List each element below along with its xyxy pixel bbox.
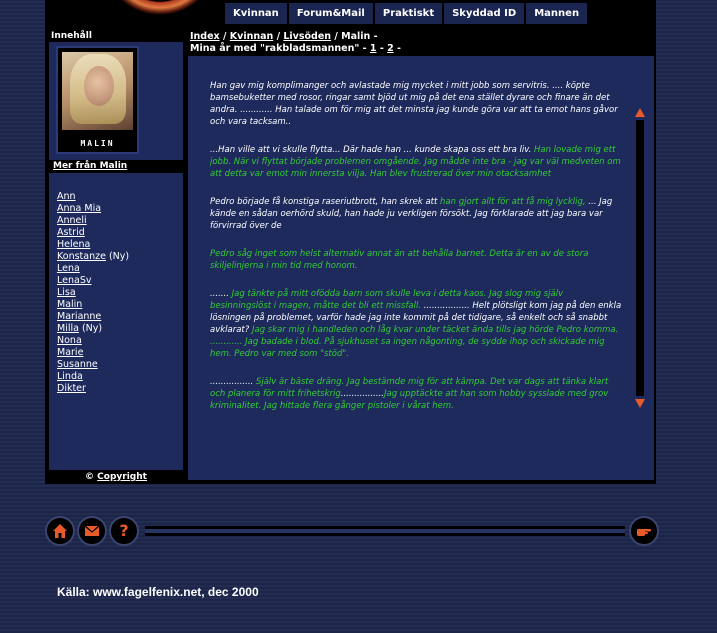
paragraph <box>210 248 622 272</box>
story-link[interactable]: Lena <box>57 263 80 274</box>
text-white: ....... <box>210 289 232 299</box>
story-link[interactable]: Helena <box>57 239 91 250</box>
paragraph <box>210 288 622 360</box>
text-green: han gjort allt för att få mig lycklig, <box>440 197 586 207</box>
list-item <box>57 311 129 323</box>
paragraph <box>210 196 622 232</box>
paragraph <box>210 376 622 412</box>
breadcrumb-path <box>190 31 652 43</box>
story-link[interactable]: Marianne <box>57 311 102 322</box>
text-white: ................. Helt plötsligt kom jag på den enkla lösningen på problemet, varför hade jag inte kommit på det tidigare, så enkelt och så snabbt avklarat? <box>210 301 622 335</box>
story-link[interactable]: Milla <box>57 323 79 334</box>
story-link[interactable]: Astrid <box>57 227 85 238</box>
list-item <box>57 227 129 239</box>
text-white: ................ <box>210 377 256 387</box>
nav-item-praktiskt[interactable]: Praktiskt <box>375 3 442 24</box>
sidebar <box>49 30 183 480</box>
new-badge: (Ny) <box>78 323 103 334</box>
breadcrumb <box>188 30 654 56</box>
list-item <box>57 239 129 251</box>
avatar <box>56 46 139 154</box>
story-link[interactable]: Malin <box>57 299 83 310</box>
nav-item-kvinnan[interactable]: Kvinnan <box>225 3 287 24</box>
nav-item-forum-mail[interactable]: Forum&Mail <box>289 3 373 24</box>
source-caption: Källa: www.fagelfenix.net, dec 2000 <box>57 585 259 599</box>
breadcrumb-livsoden-link[interactable]: Livsöden <box>283 31 332 42</box>
story-link[interactable]: Anna Mia <box>57 203 102 214</box>
breadcrumb-kvinnan-link[interactable]: Kvinnan <box>229 31 274 42</box>
scroll-track[interactable] <box>636 120 644 396</box>
text-white: Han gav mig komplimanger och avlastade mig mycket i mitt jobb som servitris. .... köpte bamsebuketter med rosor, ringar samt bjöd ut mig på det ena stället dyrare och finare än det andra. ............ Han talade om för mig att det minsta jag kunde göra var att ta emot hans gåvor och vara tacksam.. <box>210 81 618 127</box>
next-button[interactable] <box>629 516 659 546</box>
text-white: Pedro började få konstiga raseriutbrott, han skrek att <box>210 197 441 207</box>
article-text <box>210 80 622 476</box>
mail-icon <box>83 522 101 540</box>
story-link[interactable]: Marie <box>57 347 84 358</box>
story-link[interactable]: Dikter <box>57 383 86 394</box>
list-item <box>57 275 129 287</box>
scroll-up-arrow-icon[interactable] <box>635 108 645 117</box>
page-tail: - <box>393 43 401 54</box>
scrollbar[interactable] <box>635 108 645 408</box>
story-link[interactable]: Linda <box>57 371 83 382</box>
page-separator: - <box>376 43 388 54</box>
breadcrumb-current: / Malin - <box>331 31 378 42</box>
paragraph <box>210 80 622 128</box>
breadcrumb-index-link[interactable]: Index <box>190 31 220 42</box>
toolbar-rail <box>145 526 625 536</box>
nav-item-skyddad-id[interactable]: Skyddad ID <box>444 3 524 24</box>
avatar-name: MALIN <box>80 139 115 148</box>
avatar-face <box>84 66 114 106</box>
breadcrumb-separator: / <box>273 31 284 42</box>
nav-menu <box>225 3 587 24</box>
text-white: ................ <box>340 389 384 399</box>
content-panel <box>188 56 654 480</box>
list-item <box>57 215 129 227</box>
list-item <box>57 359 129 371</box>
help-icon: ? <box>119 521 129 540</box>
copyright-symbol: © <box>85 472 95 482</box>
story-link[interactable]: Ann <box>57 191 76 202</box>
list-item <box>57 335 129 347</box>
list-item <box>57 191 129 203</box>
story-list <box>57 191 129 395</box>
page-2-link[interactable]: 2 <box>387 43 394 54</box>
list-item <box>57 263 129 275</box>
page-title-text: Mina år med "rakbladsmannen" - <box>190 43 370 54</box>
list-item <box>57 347 129 359</box>
breadcrumb-separator: / <box>219 31 230 42</box>
list-item <box>57 251 129 263</box>
help-button[interactable] <box>109 516 139 546</box>
list-item <box>57 371 129 383</box>
list-item <box>57 203 129 215</box>
new-badge: (Ny) <box>105 251 130 262</box>
copyright-link[interactable]: Copyright <box>97 472 147 482</box>
paragraph <box>210 144 622 180</box>
logo-icon <box>105 0 215 18</box>
list-item <box>57 287 129 299</box>
scroll-down-arrow-icon[interactable] <box>635 399 645 408</box>
story-link[interactable]: Lisa <box>57 287 76 298</box>
home-button[interactable] <box>45 516 75 546</box>
text-white: ...Han ville att vi skulle flytta... Där hade han ... kunde skapa oss ett bra liv. <box>210 145 534 155</box>
top-navigation <box>45 0 656 26</box>
list-item <box>57 383 129 395</box>
bottom-toolbar <box>45 516 656 546</box>
text-green: Jag upptäckte att han som hobby sysslade med grov kriminalitet. Jag hittade flera gånger pistoler i vårat hem. <box>210 389 609 411</box>
page-title <box>190 43 652 55</box>
list-item <box>57 299 129 311</box>
story-link[interactable]: Anneli <box>57 215 87 226</box>
story-link[interactable]: LenaSv <box>57 275 92 286</box>
story-link[interactable]: Konstanze <box>57 251 106 262</box>
text-green: Jag tänkte på mitt ofödda barn som skulle leva i detta kaos. Jag slog mig själv besinningslöst i magen, måtte det bli ett missfall. <box>210 289 564 311</box>
nav-item-mannen[interactable]: Mannen <box>526 3 587 24</box>
avatar-photo <box>62 52 133 130</box>
main-frame <box>45 26 656 484</box>
copyright <box>49 470 183 484</box>
pointing-hand-icon <box>634 522 654 540</box>
page-1-link[interactable]: 1 <box>369 43 377 54</box>
story-link[interactable]: Nona <box>57 335 82 346</box>
list-item <box>57 323 129 335</box>
text-green: Själv är bäste dräng. Jag bestämde mig för att kämpa. Det var dags att tänka klart och planera för mitt frihetskrig <box>210 377 609 399</box>
story-link[interactable]: Susanne <box>57 359 98 370</box>
home-icon <box>51 522 69 540</box>
sidebar-heading: Innehåll <box>49 30 183 42</box>
text-white: ... Jag kände en sådan oerhörd skuld, han hade ju verkligen försökt. Jag förklarade att jag bara var förvirrad över de <box>210 197 613 231</box>
mail-button[interactable] <box>77 516 107 546</box>
text-green: Pedro såg inget som helst alternativ annat än att behålla barnet. Detta är en av de stora skiljelinjerna i min tid med honom. <box>210 249 589 271</box>
more-from-link[interactable]: Mer från Malin <box>49 160 183 173</box>
text-green: Jag skar mig i handleden och låg kvar under täcket ända tills jag hörde Pedro komma. ............ Jag badade i blod. På sjukhuset sa ingen någonting, de sydde ihop och skickade mig hem. Pedro var med som "stöd". <box>210 325 619 359</box>
text-green: Han lovade mig ett jobb. När vi flyttat började problemen omgående. Jag mådde inte bra - jag var väl medveten om att detta var emot min innersta vilja. Han blev frustrerad över min otacksamhet <box>210 145 621 179</box>
